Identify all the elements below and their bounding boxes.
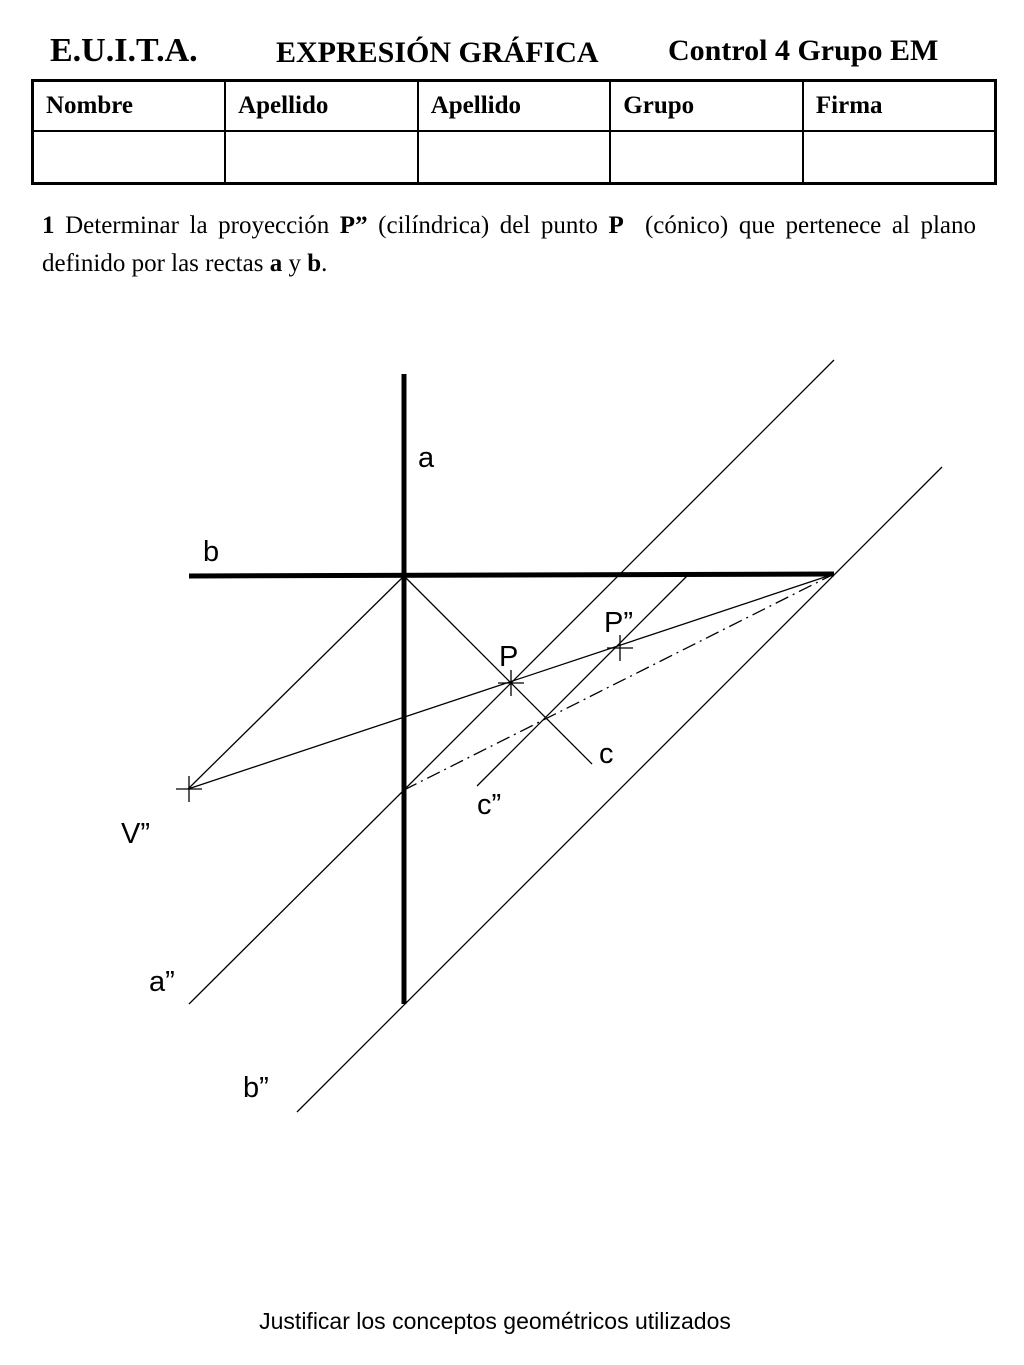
col-firma: Firma — [803, 81, 996, 132]
label-p-proj: P” — [604, 607, 633, 639]
label-p: P — [499, 641, 519, 673]
label-c-proj: c” — [477, 789, 502, 821]
label-a: a — [418, 442, 435, 474]
problem-text-4: y — [288, 250, 301, 277]
problem-text-3: (cónico) que pertenece al plano definido por las rectas — [42, 212, 977, 277]
label-b-proj: b” — [243, 1072, 269, 1104]
col-apellido-2: Apellido — [418, 81, 611, 132]
line-v-to-origin — [188, 576, 404, 789]
line-c — [404, 576, 592, 764]
label-c: c — [599, 738, 614, 770]
line-a-proj — [189, 790, 404, 1004]
col-grupo: Grupo — [610, 81, 803, 132]
label-b: b — [203, 536, 220, 568]
point-projection: P” — [339, 212, 368, 239]
col-apellido-1: Apellido — [225, 81, 418, 132]
col-nombre: Nombre — [33, 81, 226, 132]
label-v-proj: V” — [121, 818, 150, 850]
line-b — [189, 574, 834, 576]
footer-note: Justificar los conceptos geométricos utilizados — [259, 1308, 731, 1334]
school-title: E.U.I.T.A. — [50, 32, 198, 69]
problem-text-2: (cilíndrica) del punto — [378, 212, 598, 239]
problem-text-1: Determinar la proyección — [65, 212, 330, 239]
line-b-name: b — [307, 250, 322, 277]
control-title: Control 4 Grupo EM — [668, 34, 939, 67]
line-b-proj — [297, 467, 942, 1112]
label-a-proj: a” — [149, 966, 175, 998]
subject-title: EXPRESIÓN GRÁFICA — [276, 36, 599, 69]
line-a-name: a — [269, 250, 283, 277]
point-name: P — [608, 212, 624, 239]
problem-text-5: . — [321, 250, 328, 277]
problem-number: 1 — [42, 212, 55, 239]
